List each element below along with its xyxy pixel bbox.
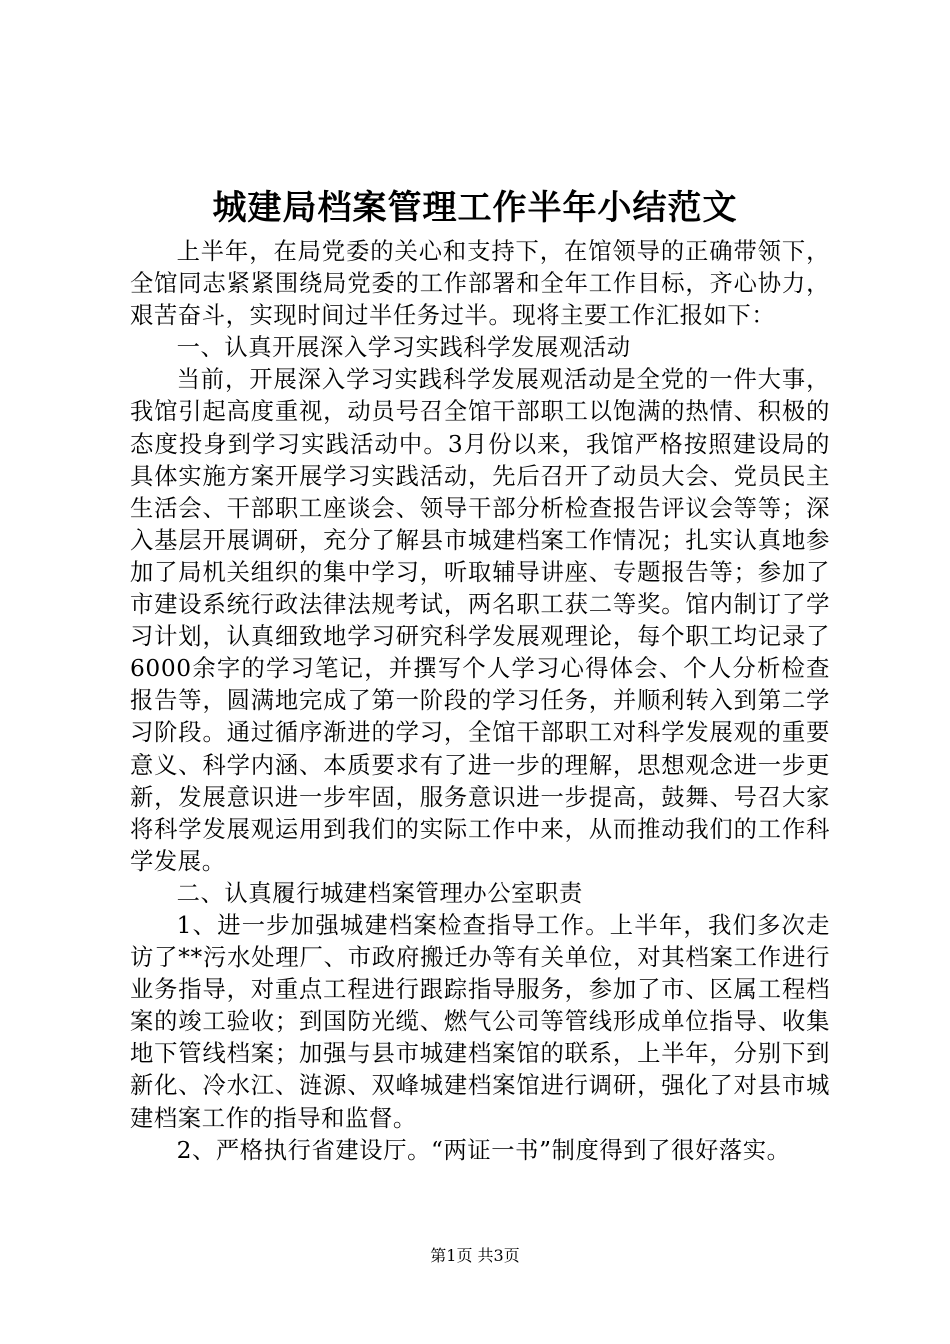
paragraph-item-1: 1、进一步加强城建档案检查指导工作。上半年，我们多次走访了**污水处理厂、市政府搬迁办等有关单位，对其档案工作进行业务指导，对重点工程进行跟踪指导服务，参加了市、区属工程档案的竣工验收；到国防光缆、燃气公司等管线形成单位指导、收集地下管线档案；加强与县市城建档案馆的联系，上半年，分别下到新化、冷水江、涟源、双峰城建档案馆进行调研，强化了对县市城建档案工作的指导和监督。 [130,911,830,1132]
page-footer: 第1页 共3页 [430,1246,520,1265]
section-heading-2: 二、认真履行城建档案管理办公室职责 [176,879,583,907]
document-body [130,236,830,1167]
section-heading-1: 一、认真开展深入学习实践科学发展观活动 [176,334,631,362]
paragraph-intro: 上半年，在局党委的关心和支持下，在馆领导的正确带领下，全馆同志紧紧围绕局党委的工作部署和全年工作目标，齐心协力，艰苦奋斗，实现时间过半任务过半。现将主要工作汇报如下： [130,238,830,330]
paragraph-section-1: 当前，开展深入学习实践科学发展观活动是全党的一件大事，我馆引起高度重视，动员号召全馆干部职工以饱满的热情、积极的态度投身到学习实践活动中。3月份以来，我馆严格按照建设局的具体实施方案开展学习实践活动，先后召开了动员大会、党员民主生活会、干部职工座谈会、领导干部分析检查报告评议会等等；深入基层开展调研，充分了解县市城建档案工作情况；扎实认真地参加了局机关组织的集中学习，听取辅导讲座、专题报告等；参加了市建设系统行政法律法规考试，两名职工获二等奖。馆内制订了学习计划，认真细致地学习研究科学发展观理论，每个职工均记录了6000余字的学习笔记，并撰写个人学习心得体会、个人分析检查报告等，圆满地完成了第一阶段的学习任务，并顺利转入到第二学习阶段。通过循序渐进的学习，全馆干部职工对科学发展观的重要意义、科学内涵、本质要求有了进一步的理解，思想观念进一步更新，发展意识进一步牢固，服务意识进一步提高，鼓舞、号召大家将科学发展观运用到我们的实际工作中来，从而推动我们的工作科学发展。 [130,366,830,875]
document-title: 城建局档案管理工作半年小结范文 [212,188,738,228]
paragraph-item-2: 2、严格执行省建设厅。“两证一书”制度得到了很好落实。 [176,1136,791,1164]
